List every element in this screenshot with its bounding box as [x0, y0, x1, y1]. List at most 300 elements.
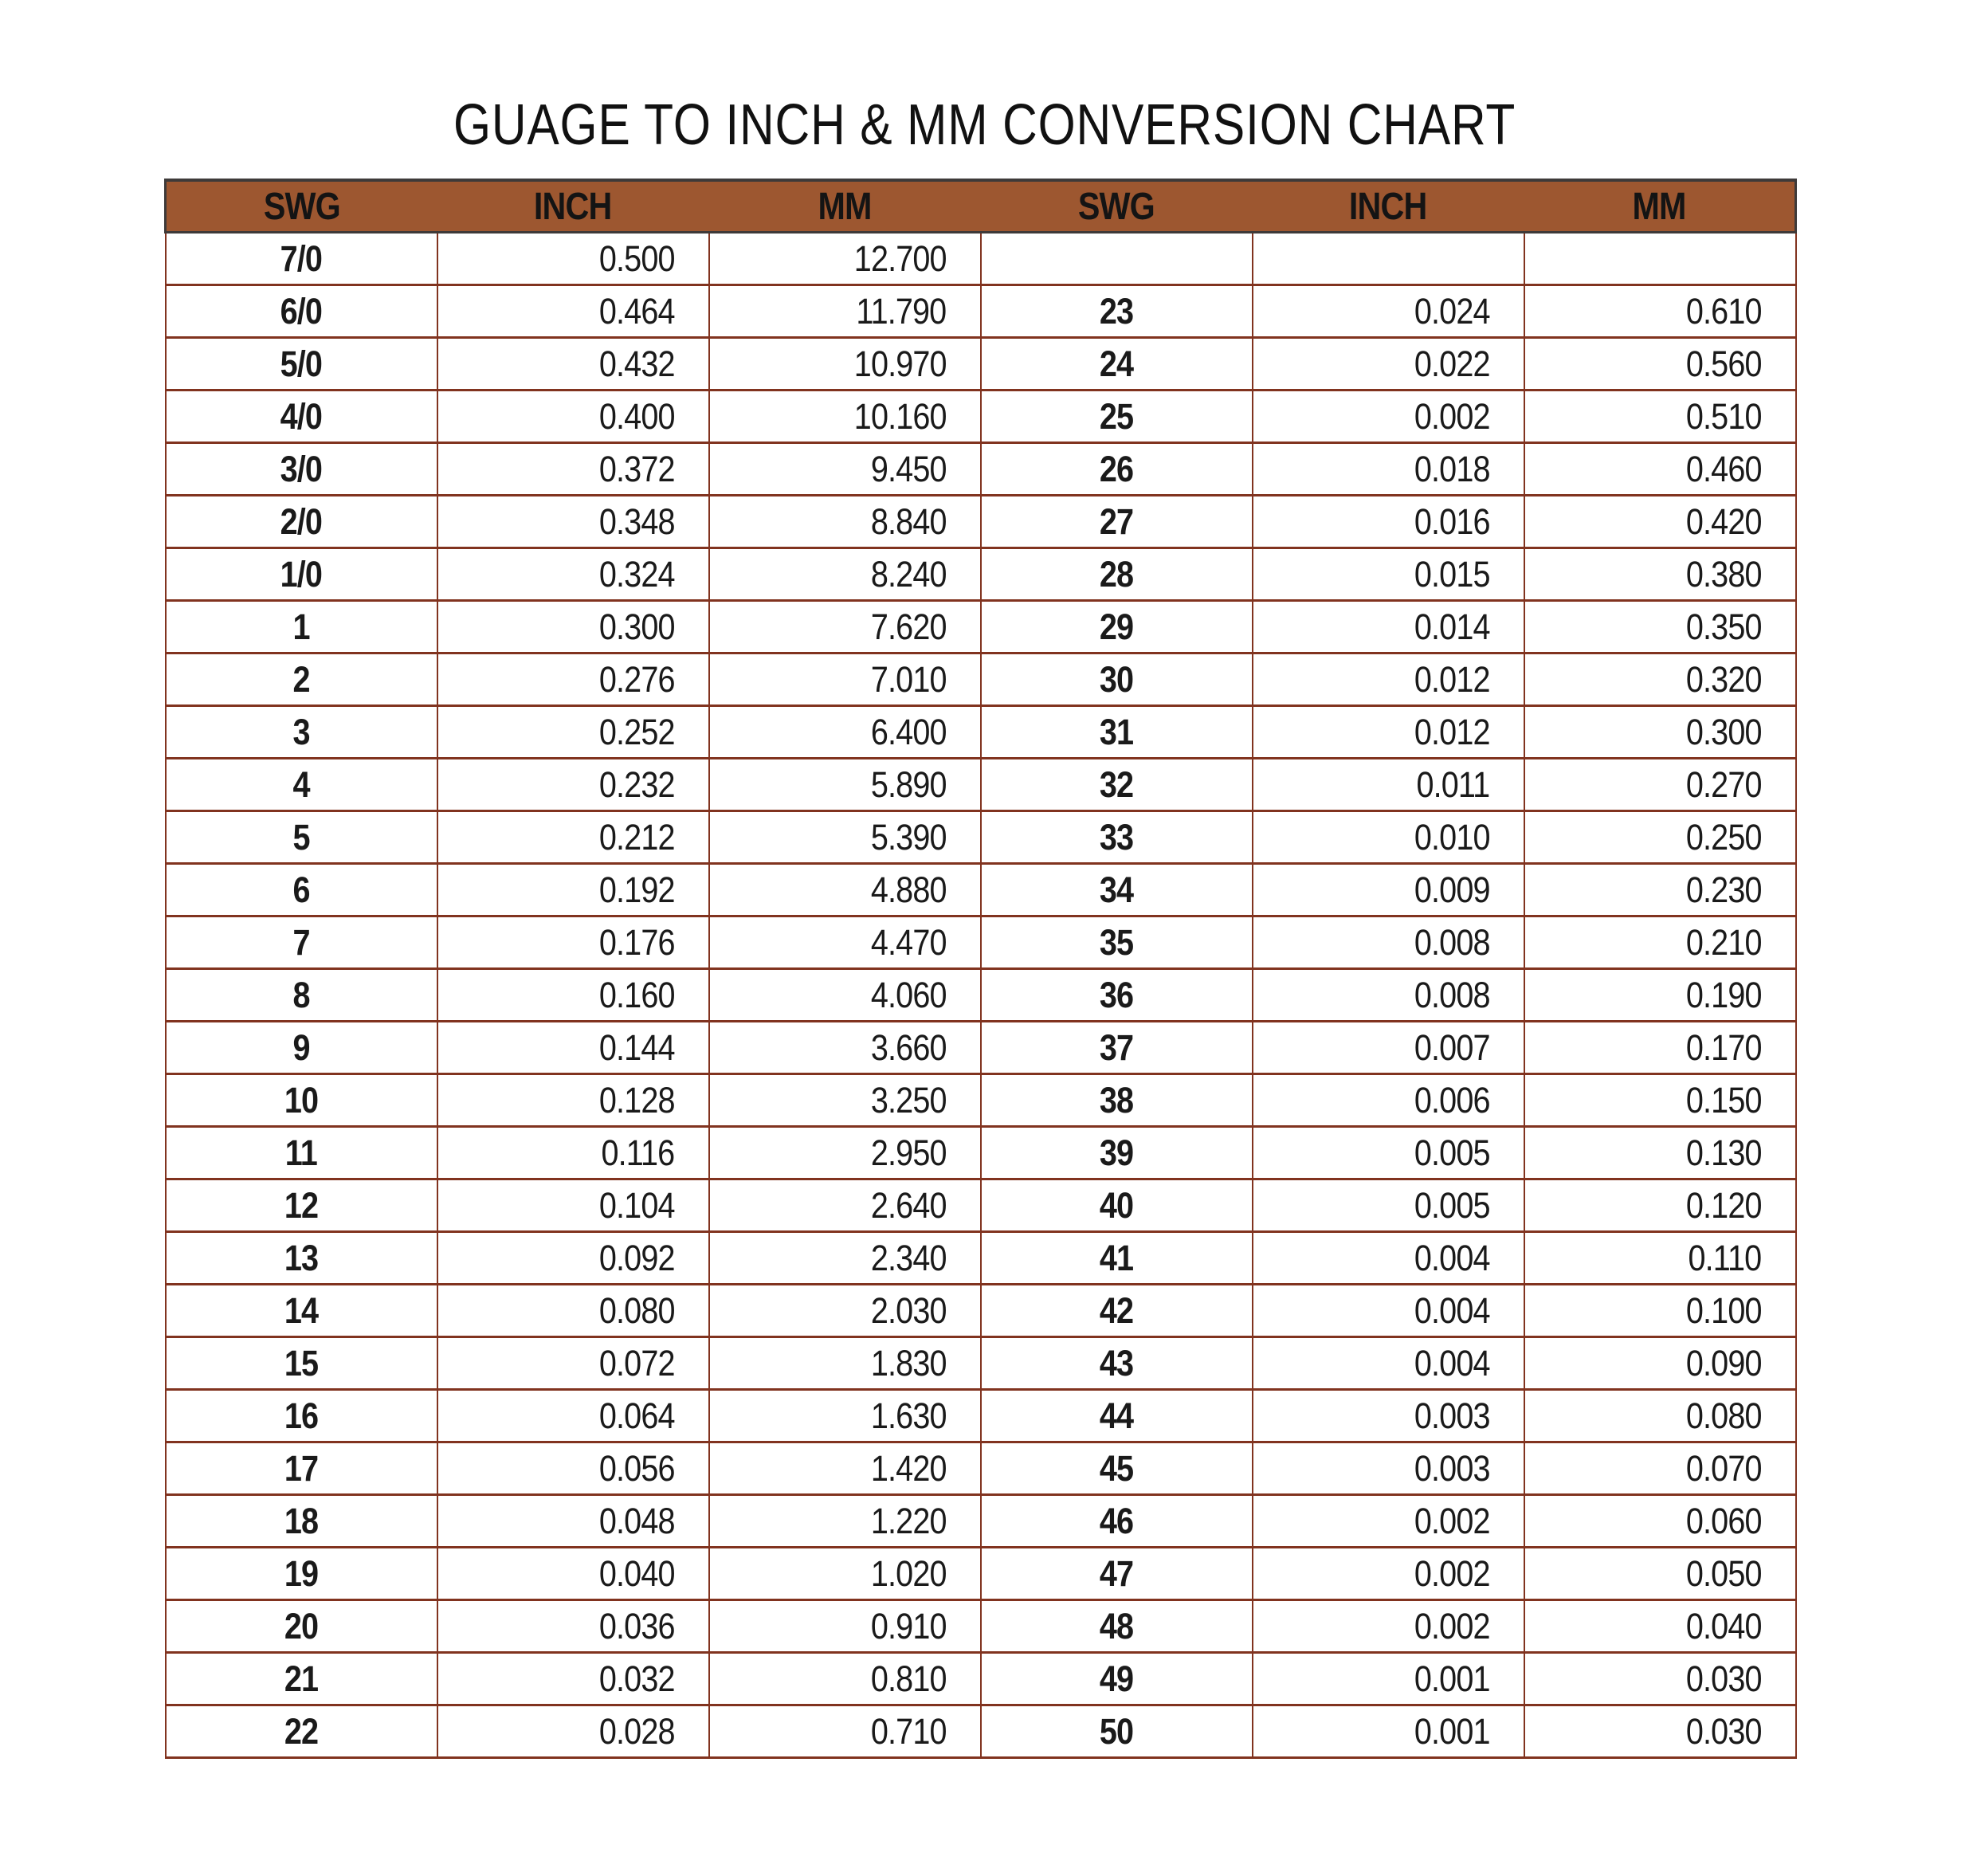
inch-cell — [1253, 1074, 1524, 1127]
cell-text: 1 — [292, 606, 310, 647]
mm-cell — [1524, 811, 1796, 864]
inch-cell — [1253, 601, 1524, 653]
conversion-table — [164, 179, 1797, 1759]
mm-cell — [1524, 969, 1796, 1022]
inch-cell — [1253, 811, 1524, 864]
inch-cell — [1253, 1600, 1524, 1653]
cell-text: 0.116 — [601, 1132, 675, 1173]
table-row — [166, 548, 1796, 601]
cell-text: 19 — [284, 1552, 319, 1594]
cell-text: 25 — [1099, 395, 1134, 437]
inch-cell — [1253, 338, 1524, 391]
cell-text: 0.040 — [1685, 1605, 1762, 1646]
cell-text: 0.001 — [1414, 1658, 1490, 1699]
cell-text: 0.230 — [1685, 869, 1762, 910]
inch-cell — [437, 1705, 709, 1758]
swg-cell — [981, 916, 1253, 969]
swg-cell — [981, 1074, 1253, 1127]
mm-cell — [1524, 1127, 1796, 1179]
swg-cell — [166, 1442, 437, 1495]
mm-cell — [709, 916, 981, 969]
cell-text: 41 — [1099, 1237, 1134, 1278]
swg-cell — [981, 1442, 1253, 1495]
cell-text: 0.015 — [1414, 553, 1490, 595]
mm-cell — [1524, 653, 1796, 706]
cell-text: 0.012 — [1414, 711, 1490, 752]
cell-text: 0.190 — [1685, 974, 1762, 1015]
inch-cell — [437, 1390, 709, 1442]
swg-cell — [981, 1548, 1253, 1600]
swg-cell — [166, 233, 437, 285]
inch-cell — [437, 811, 709, 864]
swg-cell — [981, 969, 1253, 1022]
cell-text: 0.464 — [598, 290, 675, 332]
inch-cell — [437, 864, 709, 916]
swg-cell — [981, 706, 1253, 759]
cell-text: 42 — [1099, 1289, 1134, 1331]
cell-text: 0.009 — [1414, 869, 1490, 910]
inch-cell — [437, 1022, 709, 1074]
cell-text: 14 — [284, 1289, 319, 1331]
swg-cell — [166, 1179, 437, 1232]
header-label: MM — [1632, 185, 1686, 228]
cell-text: 0.350 — [1685, 606, 1762, 647]
swg-cell — [981, 1600, 1253, 1653]
cell-text: 0.050 — [1685, 1552, 1762, 1594]
conversion-table-header — [166, 180, 1796, 233]
cell-text: 39 — [1099, 1132, 1134, 1173]
cell-text: 0.170 — [1685, 1026, 1762, 1068]
cell-text: 0.348 — [598, 500, 675, 542]
swg-cell — [166, 1337, 437, 1390]
mm-cell — [1524, 1074, 1796, 1127]
cell-text: 0.002 — [1414, 1605, 1490, 1646]
inch-cell — [437, 759, 709, 811]
cell-text: 40 — [1099, 1184, 1134, 1226]
swg-cell — [166, 1232, 437, 1285]
swg-cell — [981, 1179, 1253, 1232]
mm-cell — [709, 601, 981, 653]
swg-cell — [981, 233, 1253, 285]
cell-text: 12.700 — [853, 237, 947, 279]
mm-cell — [709, 811, 981, 864]
cell-text: 10.160 — [853, 395, 947, 437]
cell-text: 2 — [292, 658, 310, 700]
cell-text: 0.016 — [1414, 500, 1490, 542]
cell-text: 0.014 — [1414, 606, 1490, 647]
table-row — [166, 759, 1796, 811]
inch-cell — [1253, 1179, 1524, 1232]
cell-text: 0.028 — [598, 1710, 675, 1752]
inch-cell — [437, 338, 709, 391]
cell-text: 9.450 — [870, 448, 947, 489]
swg-cell — [981, 1337, 1253, 1390]
cell-text: 0.192 — [598, 869, 675, 910]
cell-text: 0.004 — [1414, 1237, 1490, 1278]
cell-text: 3 — [292, 711, 310, 752]
cell-text: 0.300 — [1685, 711, 1762, 752]
cell-text: 0.064 — [598, 1395, 675, 1436]
cell-text: 0.110 — [1688, 1237, 1762, 1278]
table-row — [166, 811, 1796, 864]
mm-cell — [1524, 916, 1796, 969]
cell-text: 0.144 — [598, 1026, 675, 1068]
mm-cell — [1524, 1600, 1796, 1653]
mm-cell — [1524, 1285, 1796, 1337]
inch-cell — [437, 285, 709, 338]
cell-text: 0.004 — [1414, 1289, 1490, 1331]
cell-text: 7/0 — [280, 237, 323, 279]
cell-text: 0.060 — [1685, 1500, 1762, 1541]
table-row — [166, 1127, 1796, 1179]
table-row — [166, 1232, 1796, 1285]
swg-cell — [981, 653, 1253, 706]
cell-text: 43 — [1099, 1342, 1134, 1383]
mm-cell — [709, 1337, 981, 1390]
inch-cell — [437, 1653, 709, 1705]
mm-cell — [1524, 1705, 1796, 1758]
cell-text: 4.880 — [870, 869, 947, 910]
mm-cell — [709, 285, 981, 338]
cell-text: 0.250 — [1685, 816, 1762, 858]
mm-cell — [1524, 759, 1796, 811]
cell-text: 27 — [1099, 500, 1134, 542]
cell-text: 0.024 — [1414, 290, 1490, 332]
table-row — [166, 443, 1796, 496]
inch-cell — [1253, 969, 1524, 1022]
mm-cell — [709, 969, 981, 1022]
cell-text: 1.630 — [870, 1395, 947, 1436]
cell-text: 48 — [1099, 1605, 1134, 1646]
cell-text: 0.002 — [1414, 1552, 1490, 1594]
table-row — [166, 1705, 1796, 1758]
cell-text: 30 — [1099, 658, 1134, 700]
cell-text: 21 — [284, 1658, 319, 1699]
cell-text: 0.092 — [598, 1237, 675, 1278]
mm-cell — [1524, 443, 1796, 496]
cell-text: 49 — [1099, 1658, 1134, 1699]
cell-text: 0.007 — [1414, 1026, 1490, 1068]
swg-cell — [166, 391, 437, 443]
mm-cell — [709, 1285, 981, 1337]
inch-cell — [1253, 233, 1524, 285]
mm-cell — [1524, 1548, 1796, 1600]
header-swg-right — [981, 180, 1253, 233]
swg-cell — [166, 1495, 437, 1548]
cell-text: 8.240 — [870, 553, 947, 595]
swg-cell — [981, 1495, 1253, 1548]
table-row — [166, 1548, 1796, 1600]
inch-cell — [1253, 1390, 1524, 1442]
swg-cell — [166, 496, 437, 548]
swg-cell — [166, 653, 437, 706]
cell-text: 17 — [284, 1447, 319, 1489]
inch-cell — [1253, 1442, 1524, 1495]
cell-text: 0.910 — [870, 1605, 947, 1646]
cell-text: 0.005 — [1414, 1132, 1490, 1173]
cell-text: 0.003 — [1414, 1395, 1490, 1436]
cell-text: 0.070 — [1685, 1447, 1762, 1489]
table-row — [166, 1285, 1796, 1337]
mm-cell — [709, 548, 981, 601]
mm-cell — [709, 233, 981, 285]
cell-text: 0.128 — [598, 1079, 675, 1120]
cell-text: 0.006 — [1414, 1079, 1490, 1120]
cell-text: 5 — [292, 816, 310, 858]
swg-cell — [981, 1705, 1253, 1758]
inch-cell — [437, 653, 709, 706]
cell-text: 34 — [1099, 869, 1134, 910]
cell-text: 0.176 — [598, 921, 675, 963]
cell-text: 2/0 — [280, 500, 323, 542]
swg-cell — [981, 1022, 1253, 1074]
cell-text: 2.640 — [870, 1184, 947, 1226]
cell-text: 0.324 — [598, 553, 675, 595]
header-label: SWG — [1077, 185, 1155, 228]
cell-text: 47 — [1099, 1552, 1134, 1594]
mm-cell — [709, 1600, 981, 1653]
swg-cell — [166, 759, 437, 811]
swg-cell — [166, 969, 437, 1022]
cell-text: 45 — [1099, 1447, 1134, 1489]
inch-cell — [437, 1127, 709, 1179]
cell-text: 0.212 — [598, 816, 675, 858]
cell-text: 0.276 — [598, 658, 675, 700]
cell-text: 0.710 — [870, 1710, 947, 1752]
swg-cell — [981, 1285, 1253, 1337]
mm-cell — [709, 653, 981, 706]
table-row — [166, 864, 1796, 916]
mm-cell — [709, 1705, 981, 1758]
cell-text: 4 — [292, 763, 310, 805]
cell-text: 31 — [1099, 711, 1134, 752]
swg-cell — [166, 916, 437, 969]
inch-cell — [437, 601, 709, 653]
cell-text: 1.830 — [870, 1342, 947, 1383]
cell-text: 0.130 — [1685, 1132, 1762, 1173]
header-inch-right — [1253, 180, 1524, 233]
inch-cell — [437, 548, 709, 601]
header-row — [166, 180, 1796, 233]
table-row — [166, 916, 1796, 969]
mm-cell — [1524, 233, 1796, 285]
swg-cell — [166, 1285, 437, 1337]
cell-text: 6.400 — [870, 711, 947, 752]
cell-text: 4.470 — [870, 921, 947, 963]
inch-cell — [1253, 391, 1524, 443]
table-row — [166, 1653, 1796, 1705]
mm-cell — [709, 1127, 981, 1179]
inch-cell — [437, 1074, 709, 1127]
inch-cell — [437, 1232, 709, 1285]
cell-text: 0.048 — [598, 1500, 675, 1541]
cell-text: 10.970 — [853, 343, 947, 384]
cell-text: 13 — [284, 1237, 319, 1278]
inch-cell — [1253, 864, 1524, 916]
inch-cell — [1253, 443, 1524, 496]
cell-text: 8.840 — [870, 500, 947, 542]
table-row — [166, 653, 1796, 706]
inch-cell — [1253, 1705, 1524, 1758]
cell-text: 7.620 — [870, 606, 947, 647]
cell-text: 0.001 — [1414, 1710, 1490, 1752]
inch-cell — [1253, 285, 1524, 338]
table-row — [166, 1495, 1796, 1548]
cell-text: 0.018 — [1414, 448, 1490, 489]
inch-cell — [1253, 1548, 1524, 1600]
table-row — [166, 391, 1796, 443]
swg-cell — [981, 391, 1253, 443]
cell-text: 16 — [284, 1395, 319, 1436]
cell-text: 3.250 — [870, 1079, 947, 1120]
cell-text: 0.010 — [1414, 816, 1490, 858]
swg-cell — [166, 1390, 437, 1442]
swg-cell — [981, 338, 1253, 391]
swg-cell — [981, 1127, 1253, 1179]
swg-cell — [981, 759, 1253, 811]
table-row — [166, 1600, 1796, 1653]
swg-cell — [166, 706, 437, 759]
cell-text: 15 — [284, 1342, 319, 1383]
swg-cell — [166, 443, 437, 496]
mm-cell — [709, 1495, 981, 1548]
cell-text: 36 — [1099, 974, 1134, 1015]
inch-cell — [437, 1337, 709, 1390]
page-title — [0, 94, 1969, 157]
swg-cell — [166, 1022, 437, 1074]
cell-text: 0.030 — [1685, 1710, 1762, 1752]
inch-cell — [1253, 1232, 1524, 1285]
cell-text: 0.380 — [1685, 553, 1762, 595]
cell-text: 0.030 — [1685, 1658, 1762, 1699]
mm-cell — [1524, 1390, 1796, 1442]
cell-text: 33 — [1099, 816, 1134, 858]
swg-cell — [166, 1074, 437, 1127]
mm-cell — [709, 706, 981, 759]
header-label: INCH — [534, 185, 612, 228]
mm-cell — [709, 391, 981, 443]
inch-cell — [1253, 916, 1524, 969]
cell-text: 1/0 — [280, 553, 323, 595]
mm-cell — [709, 1442, 981, 1495]
table-row — [166, 338, 1796, 391]
swg-cell — [166, 285, 437, 338]
cell-text: 28 — [1099, 553, 1134, 595]
inch-cell — [437, 1442, 709, 1495]
swg-cell — [981, 1390, 1253, 1442]
cell-text: 37 — [1099, 1026, 1134, 1068]
swg-cell — [166, 864, 437, 916]
header-label: SWG — [263, 185, 340, 228]
cell-text: 32 — [1099, 763, 1134, 805]
mm-cell — [709, 443, 981, 496]
header-mm-left — [709, 180, 981, 233]
cell-text: 0.150 — [1685, 1079, 1762, 1120]
cell-text: 22 — [284, 1710, 319, 1752]
table-row — [166, 601, 1796, 653]
inch-cell — [437, 496, 709, 548]
mm-cell — [709, 1548, 981, 1600]
cell-text: 23 — [1099, 290, 1134, 332]
cell-text: 2.340 — [870, 1237, 947, 1278]
swg-cell — [981, 811, 1253, 864]
inch-cell — [1253, 496, 1524, 548]
inch-cell — [437, 233, 709, 285]
table-row — [166, 706, 1796, 759]
swg-cell — [981, 1232, 1253, 1285]
cell-text: 0.232 — [598, 763, 675, 805]
inch-cell — [1253, 548, 1524, 601]
cell-text: 0.056 — [598, 1447, 675, 1489]
table-row — [166, 1179, 1796, 1232]
cell-text: 20 — [284, 1605, 319, 1646]
cell-text: 0.120 — [1685, 1184, 1762, 1226]
cell-text: 0.012 — [1414, 658, 1490, 700]
cell-text: 0.011 — [1416, 763, 1490, 805]
mm-cell — [1524, 1653, 1796, 1705]
cell-text: 8 — [292, 974, 310, 1015]
inch-cell — [1253, 1495, 1524, 1548]
mm-cell — [709, 759, 981, 811]
cell-text: 0.372 — [598, 448, 675, 489]
cell-text: 18 — [284, 1500, 319, 1541]
cell-text: 9 — [292, 1026, 310, 1068]
table-row — [166, 1390, 1796, 1442]
mm-cell — [709, 1390, 981, 1442]
cell-text: 0.300 — [598, 606, 675, 647]
mm-cell — [709, 1232, 981, 1285]
cell-text: 0.560 — [1685, 343, 1762, 384]
cell-text: 35 — [1099, 921, 1134, 963]
swg-cell — [166, 548, 437, 601]
cell-text: 46 — [1099, 1500, 1134, 1541]
cell-text: 0.610 — [1685, 290, 1762, 332]
swg-cell — [981, 443, 1253, 496]
mm-cell — [709, 1022, 981, 1074]
table-row — [166, 1337, 1796, 1390]
swg-cell — [166, 1548, 437, 1600]
mm-cell — [1524, 338, 1796, 391]
cell-text: 6/0 — [280, 290, 323, 332]
inch-cell — [437, 1495, 709, 1548]
mm-cell — [1524, 706, 1796, 759]
cell-text: 3.660 — [870, 1026, 947, 1068]
cell-text: 0.400 — [598, 395, 675, 437]
inch-cell — [1253, 653, 1524, 706]
mm-cell — [709, 338, 981, 391]
cell-text: 11 — [284, 1132, 318, 1173]
cell-text: 0.100 — [1685, 1289, 1762, 1331]
swg-cell — [981, 548, 1253, 601]
header-label: MM — [818, 185, 872, 228]
cell-text: 0.090 — [1685, 1342, 1762, 1383]
cell-text: 44 — [1099, 1395, 1134, 1436]
cell-text: 2.950 — [870, 1132, 947, 1173]
mm-cell — [1524, 1337, 1796, 1390]
cell-text: 29 — [1099, 606, 1134, 647]
table-row — [166, 233, 1796, 285]
cell-text: 5/0 — [280, 343, 323, 384]
cell-text: 0.008 — [1414, 974, 1490, 1015]
cell-text: 24 — [1099, 343, 1134, 384]
cell-text: 0.040 — [598, 1552, 675, 1594]
table-row — [166, 1442, 1796, 1495]
cell-text: 0.072 — [598, 1342, 675, 1383]
cell-text: 0.500 — [598, 237, 675, 279]
swg-cell — [981, 864, 1253, 916]
cell-text: 0.022 — [1414, 343, 1490, 384]
conversion-table-body — [166, 233, 1796, 1758]
